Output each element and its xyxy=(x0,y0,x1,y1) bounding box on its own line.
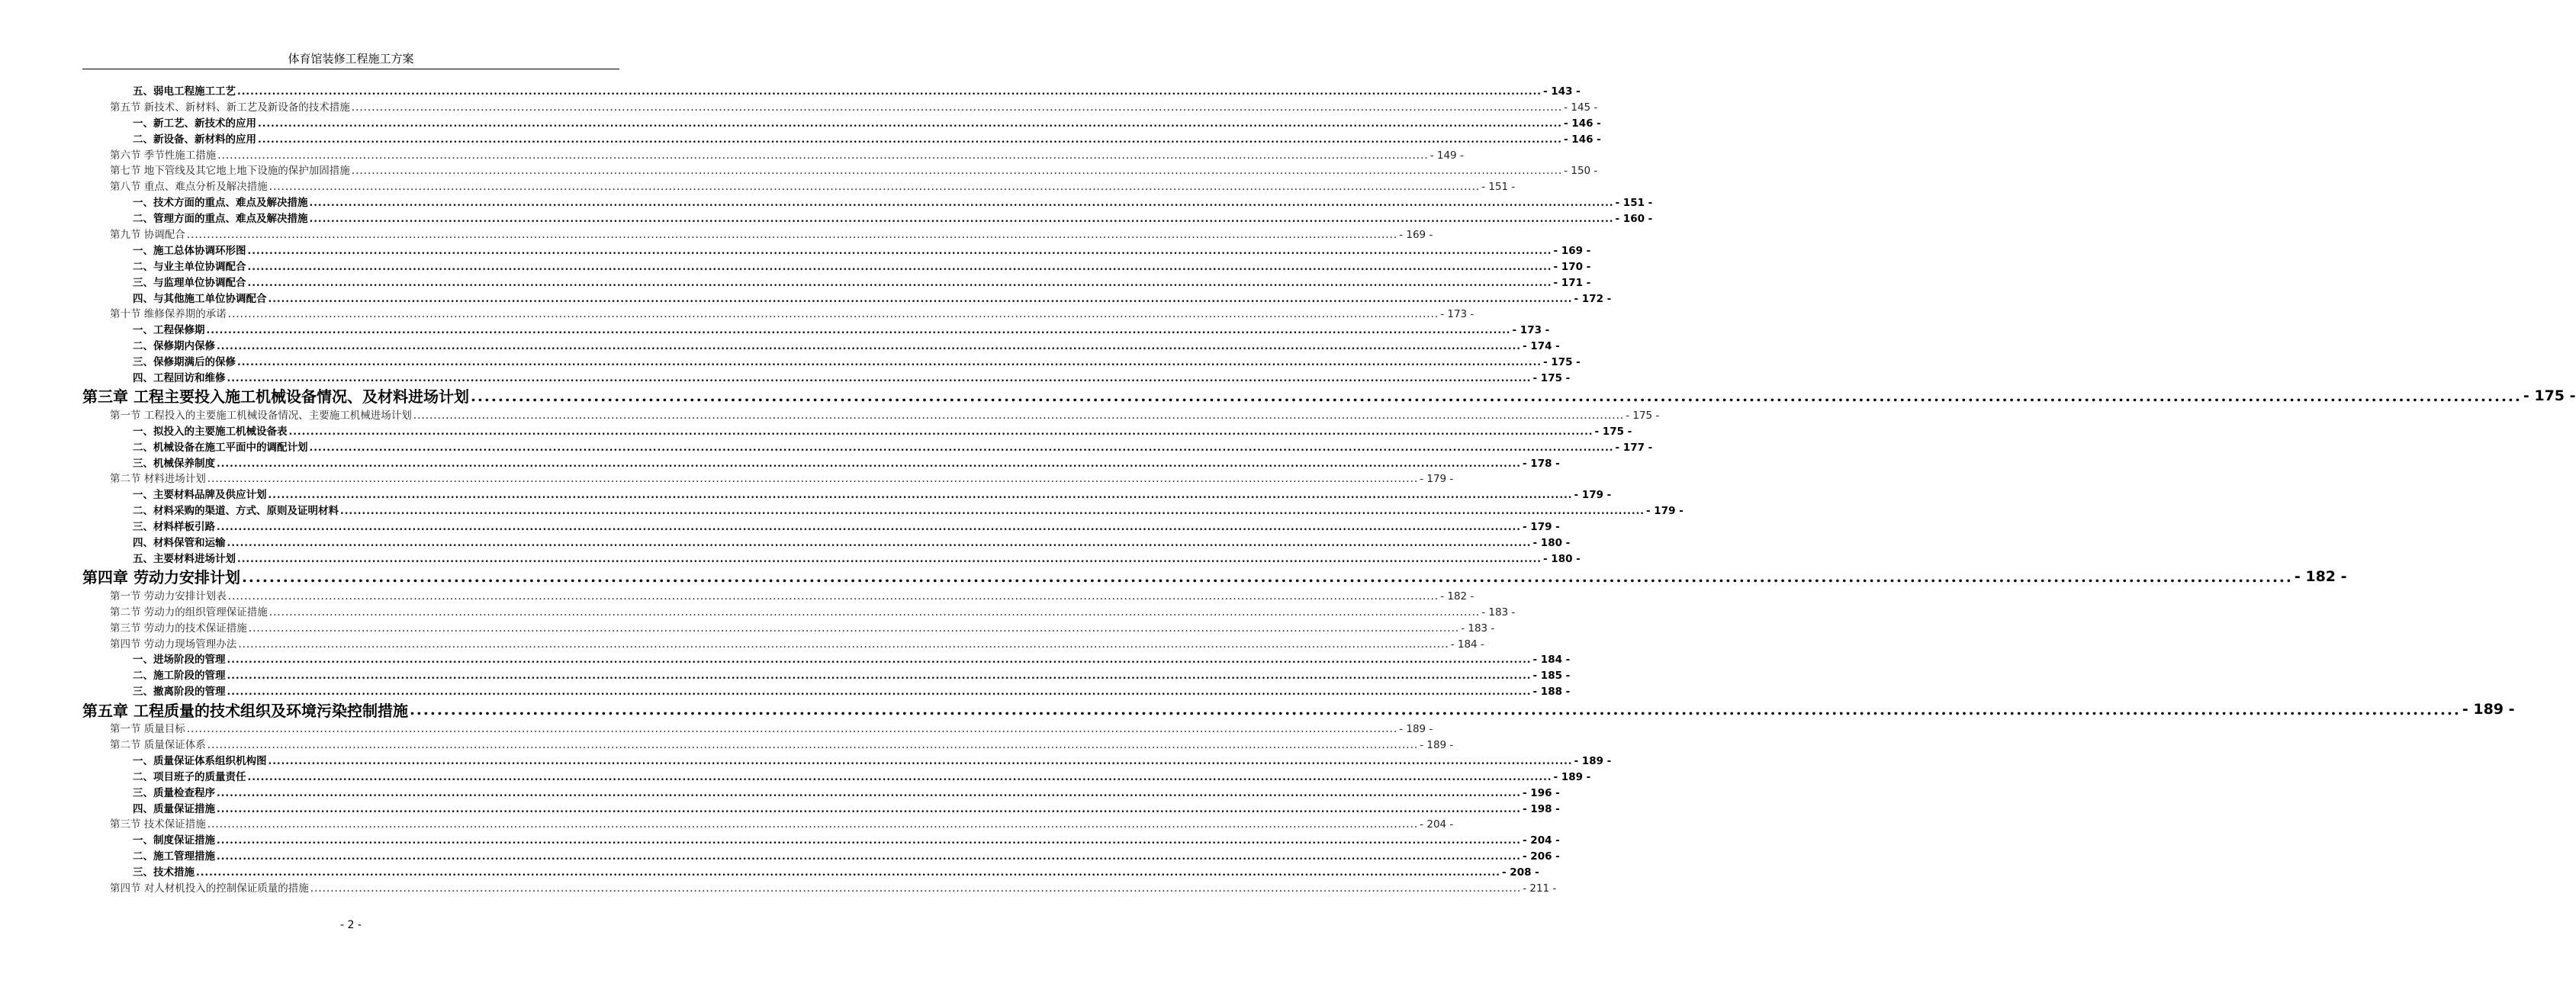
toc-entry-section[interactable] xyxy=(82,178,1516,194)
toc-entry-title: 三、材料样板引路 xyxy=(133,521,215,534)
toc-entry-title: 第一节 劳动力安排计划表 xyxy=(110,590,227,603)
toc-entry-chapter[interactable] xyxy=(82,566,2347,587)
toc-entry-title: 一、进场阶段的管理 xyxy=(133,654,226,667)
toc-entry-title: 三、机械保养制度 xyxy=(133,457,215,470)
toc-entry-title: 三、技术措施 xyxy=(133,866,195,879)
toc-entry-page: - 146 - xyxy=(1564,117,1601,130)
toc-entry-section[interactable] xyxy=(82,470,1454,486)
toc-entry-title: 一、施工总体协调环形图 xyxy=(133,244,246,257)
toc-entry-page: - 179 - xyxy=(1574,489,1612,502)
toc-entry-title: 一、新工艺、新技术的应用 xyxy=(133,117,256,130)
dot-leader: ............................................................................................................................................................................................................................................................................................................ xyxy=(196,866,1500,879)
dot-leader: ............................................................................................................................................................................................................................................................................................................ xyxy=(268,292,1573,305)
dot-leader: ............................................................................................................................................................................................................................................................................................................ xyxy=(217,786,1521,799)
toc-entry-item[interactable] xyxy=(82,518,1560,534)
dot-leader: ............................................................................................................................................................................................................................................................................................................ xyxy=(340,505,1645,518)
toc-entry-item[interactable] xyxy=(82,831,1560,847)
toc-entry-title: 二、管理方面的重点、难点及解决措施 xyxy=(133,213,308,226)
dot-leader: ............................................................................................................................................................................................................................................................................................................ xyxy=(247,276,1552,289)
toc-entry-title: 第二节 质量保证体系 xyxy=(110,738,206,751)
toc-entry-page: - 149 - xyxy=(1430,149,1464,162)
toc-entry-page: - 189 - xyxy=(1553,770,1591,783)
toc-entry-title: 二、项目班子的质量责任 xyxy=(133,770,246,783)
toc-entry-item[interactable] xyxy=(82,353,1581,369)
dot-leader: ............................................................................................................................................................................................................................................................................................................ xyxy=(309,197,1614,210)
dot-leader: ............................................................................................................................................................................................................................................................................................................ xyxy=(217,340,1521,353)
toc-entry-page: - 183 - xyxy=(1481,606,1516,619)
toc-entry-title: 第二节 劳动力的组织管理保证措施 xyxy=(110,606,268,619)
dot-leader: ............................................................................................................................................................................................................................................................................................................ xyxy=(217,149,1429,162)
toc-entry-page: - 172 - xyxy=(1574,292,1612,305)
toc-entry-page: - 189 - xyxy=(1399,723,1433,736)
toc-entry-title: 第三节 技术保证措施 xyxy=(110,818,206,831)
dot-leader: ............................................................................................................................................................................................................................................................................................................ xyxy=(227,590,1439,603)
toc-entry-page: - 169 - xyxy=(1399,229,1433,242)
toc-entry-title: 第八节 重点、难点分析及解决措施 xyxy=(110,181,268,194)
toc-entry-page: - 175 - xyxy=(1594,425,1632,438)
toc-entry-page: - 143 - xyxy=(1543,85,1581,98)
dot-leader: ............................................................................................................................................................................................................................................................................................................ xyxy=(217,457,1521,470)
dot-leader: ............................................................................................................................................................................................................................................................................................................ xyxy=(309,213,1614,226)
dot-leader: ............................................................................................................................................................................................................................................................................................................ xyxy=(351,101,1563,114)
toc-entry-title: 第十节 维修保养期的承诺 xyxy=(110,308,227,321)
toc-entry-title: 一、主要材料品牌及供应计划 xyxy=(133,489,267,502)
toc-entry-item[interactable] xyxy=(82,800,1560,816)
toc-entry-page: - 173 - xyxy=(1512,324,1550,337)
toc-entry-item[interactable] xyxy=(82,439,1653,455)
toc-entry-section[interactable] xyxy=(82,720,1433,736)
toc-entry-section[interactable] xyxy=(82,226,1433,242)
dot-leader: ............................................................................................................................................................................................................................................................................................................ xyxy=(247,770,1552,783)
table-of-contents xyxy=(82,82,2576,895)
toc-entry-section[interactable] xyxy=(82,879,1557,895)
toc-entry-page: - 170 - xyxy=(1553,260,1591,273)
toc-entry-title: 四、质量保证措施 xyxy=(133,802,215,815)
dot-leader: ............................................................................................................................................................................................................................................................................................................ xyxy=(258,133,1562,146)
dot-leader: ............................................................................................................................................................................................................................................................................................................ xyxy=(217,850,1521,863)
toc-entry-page: - 206 - xyxy=(1523,850,1560,863)
dot-leader: ............................................................................................................................................................................................................................................................................................................ xyxy=(309,441,1614,454)
toc-entry-item[interactable] xyxy=(82,847,1560,863)
toc-entry-section[interactable] xyxy=(82,162,1598,178)
dot-leader: ............................................................................................................................................................................................................................................................................................................ xyxy=(207,738,1419,751)
toc-entry-title: 二、施工阶段的管理 xyxy=(133,670,226,683)
dot-leader: ............................................................................................................................................................................................................................................................................................................ xyxy=(186,229,1398,242)
toc-entry-title: 五、弱电工程施工工艺 xyxy=(133,85,236,98)
toc-entry-page: - 189 - xyxy=(1420,738,1454,751)
toc-entry-title: 一、技术方面的重点、难点及解决措施 xyxy=(133,197,308,210)
toc-entry-item[interactable] xyxy=(82,667,1571,683)
toc-entry-title: 第一节 质量目标 xyxy=(110,723,185,736)
dot-leader: ............................................................................................................................................................................................................................................................................................................ xyxy=(470,386,2522,405)
toc-entry-item[interactable] xyxy=(82,274,1591,290)
toc-entry-title: 三、质量检查程序 xyxy=(133,786,215,799)
dot-leader: ............................................................................................................................................................................................................................................................................................................ xyxy=(237,552,1542,565)
dot-leader: ............................................................................................................................................................................................................................................................................................................ xyxy=(186,723,1398,736)
toc-entry-page: - 151 - xyxy=(1615,197,1653,210)
dot-leader: ............................................................................................................................................................................................................................................................................................................ xyxy=(268,754,1573,767)
toc-entry-section[interactable] xyxy=(82,603,1516,619)
dot-leader: ............................................................................................................................................................................................................................................................................................................ xyxy=(269,181,1481,194)
toc-entry-chapter[interactable] xyxy=(82,385,2576,407)
dot-leader: ............................................................................................................................................................................................................................................................................................................ xyxy=(217,521,1521,534)
toc-entry-item[interactable] xyxy=(82,550,1581,566)
toc-entry-title: 第九节 协调配合 xyxy=(110,229,185,242)
toc-entry-title: 三、撤离阶段的管理 xyxy=(133,686,226,699)
dot-leader: ............................................................................................................................................................................................................................................................................................................ xyxy=(413,409,1625,422)
toc-entry-title: 第五节 新技术、新材料、新工艺及新设备的技术措施 xyxy=(110,101,350,114)
toc-entry-chapter[interactable] xyxy=(82,699,2515,720)
toc-entry-title: 第五章 工程质量的技术组织及环境污染控制措施 xyxy=(82,701,408,720)
toc-entry-page: - 151 - xyxy=(1481,181,1516,194)
dot-leader: ............................................................................................................................................................................................................................................................................................................ xyxy=(206,324,1511,337)
toc-entry-title: 一、工程保修期 xyxy=(133,324,205,337)
toc-entry-section[interactable] xyxy=(82,305,1475,321)
toc-entry-item[interactable] xyxy=(82,130,1601,146)
toc-entry-page: - 189 - xyxy=(1574,754,1612,767)
toc-entry-page: - 182 - xyxy=(2294,567,2347,585)
toc-entry-section[interactable] xyxy=(82,815,1454,831)
toc-entry-title: 一、质量保证体系组织机构图 xyxy=(133,754,267,767)
toc-entry-item[interactable] xyxy=(82,194,1653,210)
dot-leader: ............................................................................................................................................................................................................................................................................................................ xyxy=(227,686,1532,699)
toc-entry-title: 第一节 工程投入的主要施工机械设备情况、主要施工机械进场计划 xyxy=(110,409,412,422)
toc-entry-item[interactable] xyxy=(82,242,1591,258)
toc-entry-title: 一、拟投入的主要施工机械设备表 xyxy=(133,425,288,438)
toc-entry-page: - 169 - xyxy=(1553,244,1591,257)
dot-leader: ............................................................................................................................................................................................................................................................................................................ xyxy=(227,670,1532,683)
page-header: 体育馆装修工程施工方案 xyxy=(288,52,414,66)
toc-entry-title: 一、制度保证措施 xyxy=(133,834,215,847)
toc-entry-title: 第七节 地下管线及其它地上地下设施的保护加固措施 xyxy=(110,165,350,178)
dot-leader: ............................................................................................................................................................................................................................................................................................................ xyxy=(227,308,1439,321)
toc-entry-page: - 188 - xyxy=(1532,686,1571,699)
dot-leader: ............................................................................................................................................................................................................................................................................................................ xyxy=(207,818,1419,831)
toc-entry-item[interactable] xyxy=(82,321,1550,337)
toc-entry-page: - 171 - xyxy=(1553,276,1591,289)
toc-entry-item[interactable] xyxy=(82,752,1612,768)
toc-entry-title: 二、材料采购的渠道、方式、原则及证明材料 xyxy=(133,505,339,518)
toc-entry-page: - 175 - xyxy=(1626,409,1660,422)
toc-entry-item[interactable] xyxy=(82,502,1684,518)
toc-entry-page: - 179 - xyxy=(1523,521,1560,534)
toc-entry-item[interactable] xyxy=(82,337,1560,353)
toc-entry-title: 四、材料保管和运输 xyxy=(133,537,226,550)
toc-entry-item[interactable] xyxy=(82,290,1612,306)
dot-leader: ............................................................................................................................................................................................................................................................................................................ xyxy=(288,425,1594,438)
toc-entry-item[interactable] xyxy=(82,784,1560,800)
dot-leader: ............................................................................................................................................................................................................................................................................................................ xyxy=(238,638,1449,651)
dot-leader: ............................................................................................................................................................................................................................................................................................................ xyxy=(248,622,1460,635)
toc-entry-page: - 146 - xyxy=(1564,133,1601,146)
toc-entry-page: - 178 - xyxy=(1523,457,1560,470)
dot-leader: ............................................................................................................................................................................................................................................................................................................ xyxy=(237,85,1542,98)
toc-entry-page: - 175 - xyxy=(2523,387,2576,404)
toc-entry-title: 第三节 劳动力的技术保证措施 xyxy=(110,622,247,635)
toc-entry-title: 三、与监理单位协调配合 xyxy=(133,276,246,289)
toc-entry-page: - 182 - xyxy=(1440,590,1475,603)
toc-entry-page: - 150 - xyxy=(1564,165,1598,178)
toc-entry-item[interactable] xyxy=(82,258,1591,274)
toc-entry-item[interactable] xyxy=(82,768,1591,784)
toc-entry-page: - 173 - xyxy=(1440,308,1475,321)
toc-entry-item[interactable] xyxy=(82,651,1571,667)
toc-entry-page: - 204 - xyxy=(1523,834,1560,847)
toc-entry-page: - 211 - xyxy=(1523,882,1557,895)
dot-leader: ............................................................................................................................................................................................................................................................................................................ xyxy=(227,372,1532,385)
toc-entry-page: - 160 - xyxy=(1615,213,1653,226)
toc-entry-page: - 189 - xyxy=(2462,701,2515,718)
toc-entry-title: 二、机械设备在施工平面中的调配计划 xyxy=(133,441,308,454)
toc-entry-item[interactable] xyxy=(82,210,1653,226)
toc-entry-page: - 208 - xyxy=(1502,866,1539,879)
dot-leader: ............................................................................................................................................................................................................................................................................................................ xyxy=(217,834,1521,847)
toc-entry-section[interactable] xyxy=(82,619,1495,635)
dot-leader: ............................................................................................................................................................................................................................................................................................................ xyxy=(217,802,1521,815)
dot-leader: ............................................................................................................................................................................................................................................................................................................ xyxy=(310,882,1522,895)
toc-entry-section[interactable] xyxy=(82,98,1598,114)
toc-entry-page: - 184 - xyxy=(1532,654,1571,667)
toc-entry-item[interactable] xyxy=(82,683,1571,699)
toc-entry-title: 二、新设备、新材料的应用 xyxy=(133,133,256,146)
toc-entry-section[interactable] xyxy=(82,146,1464,162)
dot-leader: ............................................................................................................................................................................................................................................................................................................ xyxy=(227,654,1532,667)
toc-entry-title: 第二节 材料进场计划 xyxy=(110,473,206,486)
toc-entry-title: 五、主要材料进场计划 xyxy=(133,552,236,565)
dot-leader: ............................................................................................................................................................................................................................................................................................................ xyxy=(207,473,1419,486)
toc-entry-page: - 196 - xyxy=(1523,786,1560,799)
toc-entry-item[interactable] xyxy=(82,534,1571,550)
toc-entry-item[interactable] xyxy=(82,423,1632,439)
toc-entry-page: - 175 - xyxy=(1532,372,1571,385)
toc-entry-page: - 198 - xyxy=(1523,802,1560,815)
toc-entry-page: - 184 - xyxy=(1450,638,1484,651)
dot-leader: ............................................................................................................................................................................................................................................................................................................ xyxy=(258,117,1562,130)
toc-entry-title: 四、与其他施工单位协调配合 xyxy=(133,292,267,305)
toc-entry-section[interactable] xyxy=(82,587,1475,603)
toc-entry-title: 第四章 劳动力安排计划 xyxy=(82,568,240,587)
dot-leader: ............................................................................................................................................................................................................................................................................................................ xyxy=(268,489,1573,502)
toc-entry-title: 第三章 工程主要投入施工机械设备情况、及材料进场计划 xyxy=(82,387,469,407)
toc-entry-page: - 180 - xyxy=(1532,537,1571,550)
dot-leader: ............................................................................................................................................................................................................................................................................................................ xyxy=(237,356,1542,369)
dot-leader: ............................................................................................................................................................................................................................................................................................................ xyxy=(409,700,2461,719)
toc-entry-title: 二、施工管理措施 xyxy=(133,850,215,863)
dot-leader: ............................................................................................................................................................................................................................................................................................................ xyxy=(241,567,2293,586)
toc-entry-page: - 145 - xyxy=(1564,101,1598,114)
toc-entry-title: 四、工程回访和维修 xyxy=(133,372,226,385)
toc-entry-page: - 175 - xyxy=(1543,356,1581,369)
dot-leader: ............................................................................................................................................................................................................................................................................................................ xyxy=(227,537,1532,550)
toc-entry-page: - 177 - xyxy=(1615,441,1653,454)
page-number: - 2 - xyxy=(340,919,362,931)
toc-entry-page: - 204 - xyxy=(1420,818,1454,831)
toc-entry-item[interactable] xyxy=(82,82,1581,98)
toc-entry-title: 第四节 劳动力现场管理办法 xyxy=(110,638,237,651)
toc-entry-page: - 180 - xyxy=(1543,552,1581,565)
toc-entry-title: 第四节 对人材机投入的控制保证质量的措施 xyxy=(110,882,309,895)
toc-entry-page: - 185 - xyxy=(1532,670,1571,683)
toc-entry-item[interactable] xyxy=(82,369,1571,385)
toc-entry-section[interactable] xyxy=(82,736,1454,752)
dot-leader: ............................................................................................................................................................................................................................................................................................................ xyxy=(269,606,1481,619)
toc-entry-page: - 183 - xyxy=(1461,622,1495,635)
dot-leader: ............................................................................................................................................................................................................................................................................................................ xyxy=(247,244,1552,257)
toc-entry-title: 二、保修期内保修 xyxy=(133,340,215,353)
toc-entry-section[interactable] xyxy=(82,407,1660,423)
toc-entry-item[interactable] xyxy=(82,863,1539,879)
toc-entry-item[interactable] xyxy=(82,455,1560,471)
dot-leader: ............................................................................................................................................................................................................................................................................................................ xyxy=(351,165,1563,178)
toc-entry-title: 第六节 季节性施工措施 xyxy=(110,149,217,162)
toc-entry-item[interactable] xyxy=(82,486,1612,502)
toc-entry-title: 二、与业主单位协调配合 xyxy=(133,260,246,273)
toc-entry-item[interactable] xyxy=(82,114,1601,130)
toc-entry-page: - 174 - xyxy=(1523,340,1560,353)
toc-entry-section[interactable] xyxy=(82,635,1484,651)
dot-leader: ............................................................................................................................................................................................................................................................................................................ xyxy=(247,260,1552,273)
toc-entry-title: 三、保修期满后的保修 xyxy=(133,356,236,369)
toc-entry-page: - 179 - xyxy=(1646,505,1684,518)
toc-entry-page: - 179 - xyxy=(1420,473,1454,486)
